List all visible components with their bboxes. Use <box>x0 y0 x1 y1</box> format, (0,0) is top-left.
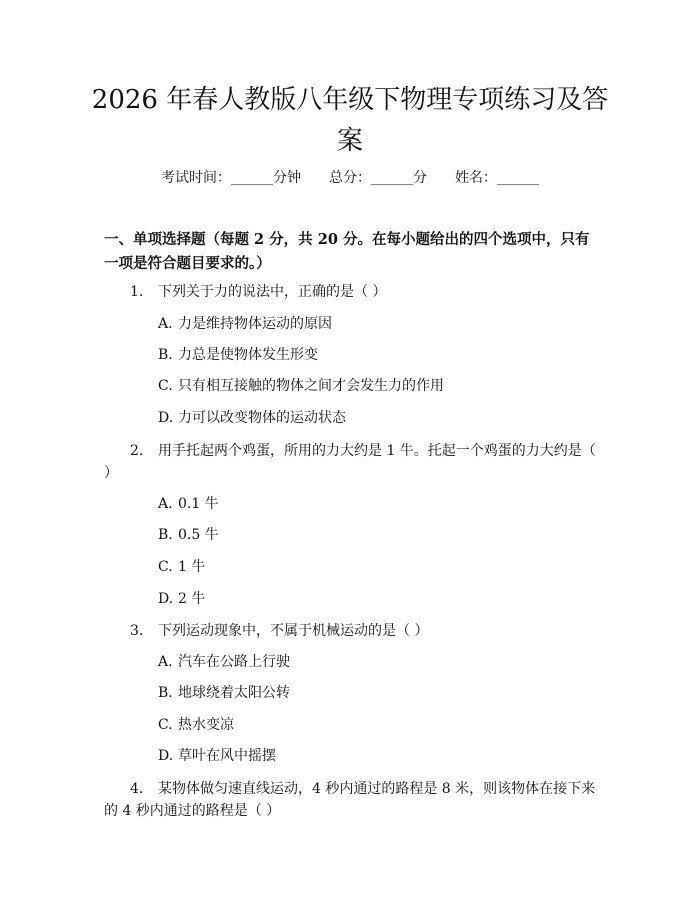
option-text: 地球绕着太阳公转 <box>178 685 290 701</box>
option-item <box>158 683 290 703</box>
name-label: 姓名： <box>455 170 497 186</box>
option-letter: C. <box>158 717 173 733</box>
option-item <box>158 525 219 545</box>
option-item <box>158 314 332 334</box>
question-text: 用手托起两个鸡蛋，所用的力大约是 1 牛。托起一个鸡蛋的力大约是（ ） <box>104 443 596 481</box>
question-stem <box>104 440 604 484</box>
section-heading: 一、单项选择题（每题 2 分，共 20 分。在每小题给出的四个选项中，只有一项是符合题目要求的。） <box>104 231 590 272</box>
option-text: 力可以改变物体的运动状态 <box>178 410 346 426</box>
time-blank: ______ <box>231 170 273 186</box>
option-text: 2 牛 <box>178 591 206 607</box>
option-letter: B. <box>158 527 173 543</box>
option-item <box>158 494 219 514</box>
option-item <box>158 715 234 735</box>
option-letter: C. <box>158 559 173 575</box>
exam-info-line <box>0 168 700 188</box>
question-number: 1. <box>130 284 144 300</box>
question-text: 某物体做匀速直线运动，4 秒内通过的路程是 8 米，则该物体在接下来的 4 秒内通过的路程是（ ） <box>104 781 596 819</box>
option-text: 只有相互接触的物体之间才会发生力的作用 <box>178 378 444 394</box>
question-number: 2. <box>130 443 144 459</box>
question-stem <box>104 620 604 642</box>
option-letter: B. <box>158 347 173 363</box>
question-stem <box>104 281 604 303</box>
option-item <box>158 408 346 428</box>
option-letter: D. <box>158 748 174 764</box>
question-number: 3. <box>130 623 144 639</box>
option-text: 热水变凉 <box>178 717 234 733</box>
option-item <box>158 589 205 609</box>
name-blank: ______ <box>497 170 539 186</box>
option-letter: A. <box>158 654 173 670</box>
score-unit: 分 <box>413 170 427 186</box>
option-text: 力是维持物体运动的原因 <box>178 316 332 332</box>
option-text: 草叶在风中摇摆 <box>178 748 276 764</box>
option-letter: A. <box>158 316 173 332</box>
option-text: 力总是使物体发生形变 <box>178 347 318 363</box>
option-item <box>158 652 290 672</box>
question-text: 下列运动现象中，不属于机械运动的是（ ） <box>158 623 429 639</box>
time-unit: 分钟 <box>273 170 301 186</box>
option-letter: D. <box>158 591 174 607</box>
option-text: 0.1 牛 <box>178 496 219 512</box>
option-item <box>158 376 444 396</box>
score-blank: ______ <box>371 170 413 186</box>
option-letter: A. <box>158 496 173 512</box>
option-letter: D. <box>158 410 174 426</box>
option-text: 0.5 牛 <box>178 527 219 543</box>
question-stem <box>104 778 604 822</box>
option-text: 汽车在公路上行驶 <box>178 654 290 670</box>
score-label: 总分： <box>329 170 371 186</box>
question-text: 下列关于力的说法中，正确的是（ ） <box>158 284 387 300</box>
option-item <box>158 746 276 766</box>
option-letter: C. <box>158 378 173 394</box>
option-letter: B. <box>158 685 173 701</box>
document-title: 2026 年春人教版八年级下物理专项练习及答案 <box>91 85 609 156</box>
option-item <box>158 345 318 365</box>
option-text: 1 牛 <box>178 559 206 575</box>
option-item <box>158 557 205 577</box>
time-label: 考试时间： <box>161 170 231 186</box>
question-number: 4. <box>130 781 144 797</box>
